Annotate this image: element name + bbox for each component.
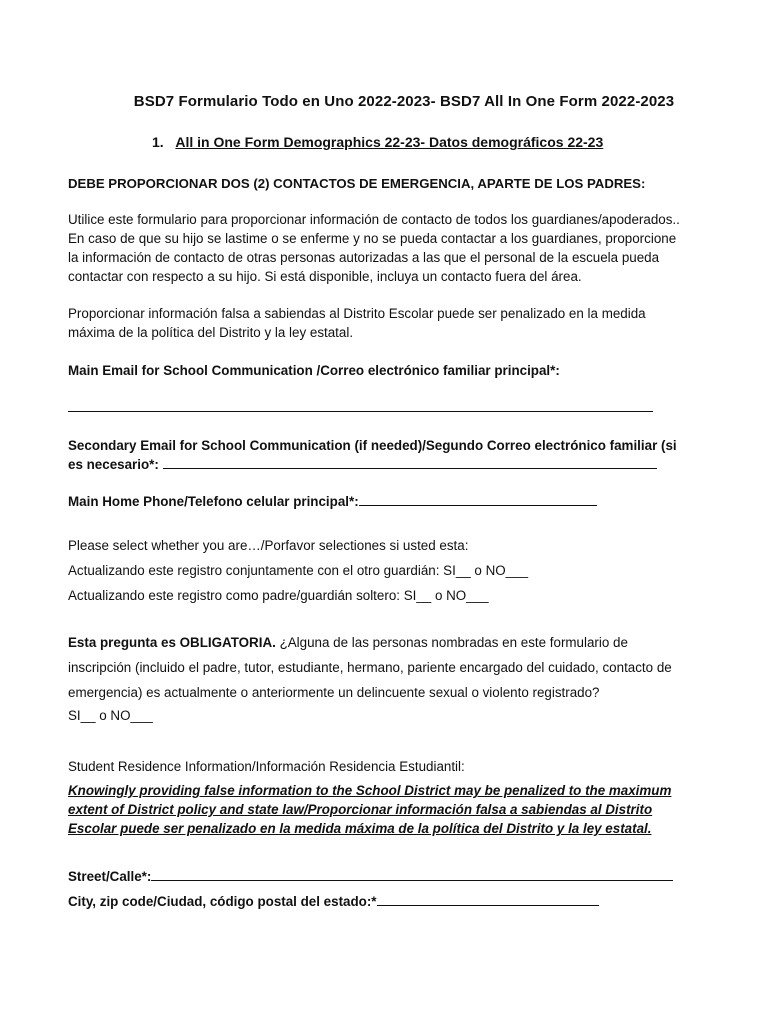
city-zip-label: City, zip code/Ciudad, código postal del estado:* — [68, 894, 377, 909]
mandatory-question-line: inscripción (incluido el padre, tutor, estudiante, hermano, pariente encargado del cuidado, contacto de — [68, 660, 672, 675]
home-phone-label: Main Home Phone/Telefono celular principal*: — [68, 494, 359, 509]
penalty-line: Proporcionar información falsa a sabiendas al Distrito Escolar puede ser penalizado en la medida — [68, 306, 646, 321]
residence-heading: Student Residence Information/Información Residencia Estudiantil: — [68, 759, 465, 774]
intro-line: Utilice este formulario para proporcionar información de contacto de todos los guardianes/apoderados.. — [68, 212, 680, 227]
main-email-field[interactable] — [68, 398, 708, 417]
main-email-blank[interactable] — [68, 399, 653, 412]
guardian-select-prompt: Please select whether you are…/Porfavor selectiones si usted esta: — [68, 538, 469, 553]
secondary-email-label: Secondary Email for School Communication (if needed)/Segundo Correo electrónico familiar (si — [68, 438, 677, 453]
secondary-email-blank[interactable] — [163, 456, 657, 469]
section-number: 1. — [152, 134, 164, 150]
mandatory-question-text: ¿Alguna de las personas nombradas en este formulario de — [275, 635, 628, 650]
false-info-warning: Knowingly providing false information to the School District may be penalized to the maximum — [68, 783, 672, 798]
street-field[interactable] — [68, 867, 708, 886]
section-heading — [152, 134, 603, 150]
option-single-guardian[interactable]: Actualizando este registro como padre/guardián soltero: SI__ o NO___ — [68, 588, 489, 603]
intro-line: contactar con respecto a su hijo. Si está disponible, incluya un contacto fuera del área. — [68, 269, 582, 284]
false-info-warning: extent of District policy and state law/Proporcionar información falsa a sabiendas al Distrito — [68, 802, 653, 817]
home-phone-field[interactable] — [68, 492, 708, 511]
street-blank[interactable] — [151, 868, 673, 881]
false-info-warning: Escolar puede ser penalizado en la medida máxima de la política del Distrito y la ley estatal. — [68, 821, 652, 836]
secondary-email-label-cont: es necesario*: — [68, 457, 163, 472]
intro-line: En caso de que su hijo se lastime o se enferme y no se pueda contactar a los guardianes, proporcione — [68, 231, 677, 246]
street-label: Street/Calle*: — [68, 869, 152, 884]
option-joint-guardian[interactable]: Actualizando este registro conjuntamente con el otro guardián: SI__ o NO___ — [68, 563, 529, 578]
mandatory-label: Esta pregunta es OBLIGATORIA. — [68, 635, 276, 650]
city-zip-field[interactable] — [68, 892, 708, 911]
mandatory-answer[interactable]: SI__ o NO___ — [68, 708, 153, 723]
penalty-line: máxima de la política del Distrito y la ley estatal. — [68, 325, 354, 340]
city-zip-blank[interactable] — [377, 893, 599, 906]
main-email-label: Main Email for School Communication /Correo electrónico familiar principal*: — [68, 363, 560, 378]
emergency-contacts-notice: DEBE PROPORCIONAR DOS (2) CONTACTOS DE EMERGENCIA, APARTE DE LOS PADRES: — [68, 176, 646, 191]
mandatory-question-line: emergencia) es actualmente o anteriormente un delincuente sexual o violento registrado? — [68, 685, 600, 700]
home-phone-blank[interactable] — [359, 493, 597, 506]
mandatory-question — [68, 633, 708, 652]
intro-line: la información de contacto de otras personas autorizadas a las que el personal de la escuela pueda — [68, 250, 660, 265]
form-title: BSD7 Formulario Todo en Uno 2022-2023- BSD7 All In One Form 2022-2023 — [133, 93, 675, 110]
section-title: All in One Form Demographics 22-23- Datos demográficos 22-23 — [175, 134, 604, 150]
secondary-email-field[interactable] — [68, 455, 708, 474]
